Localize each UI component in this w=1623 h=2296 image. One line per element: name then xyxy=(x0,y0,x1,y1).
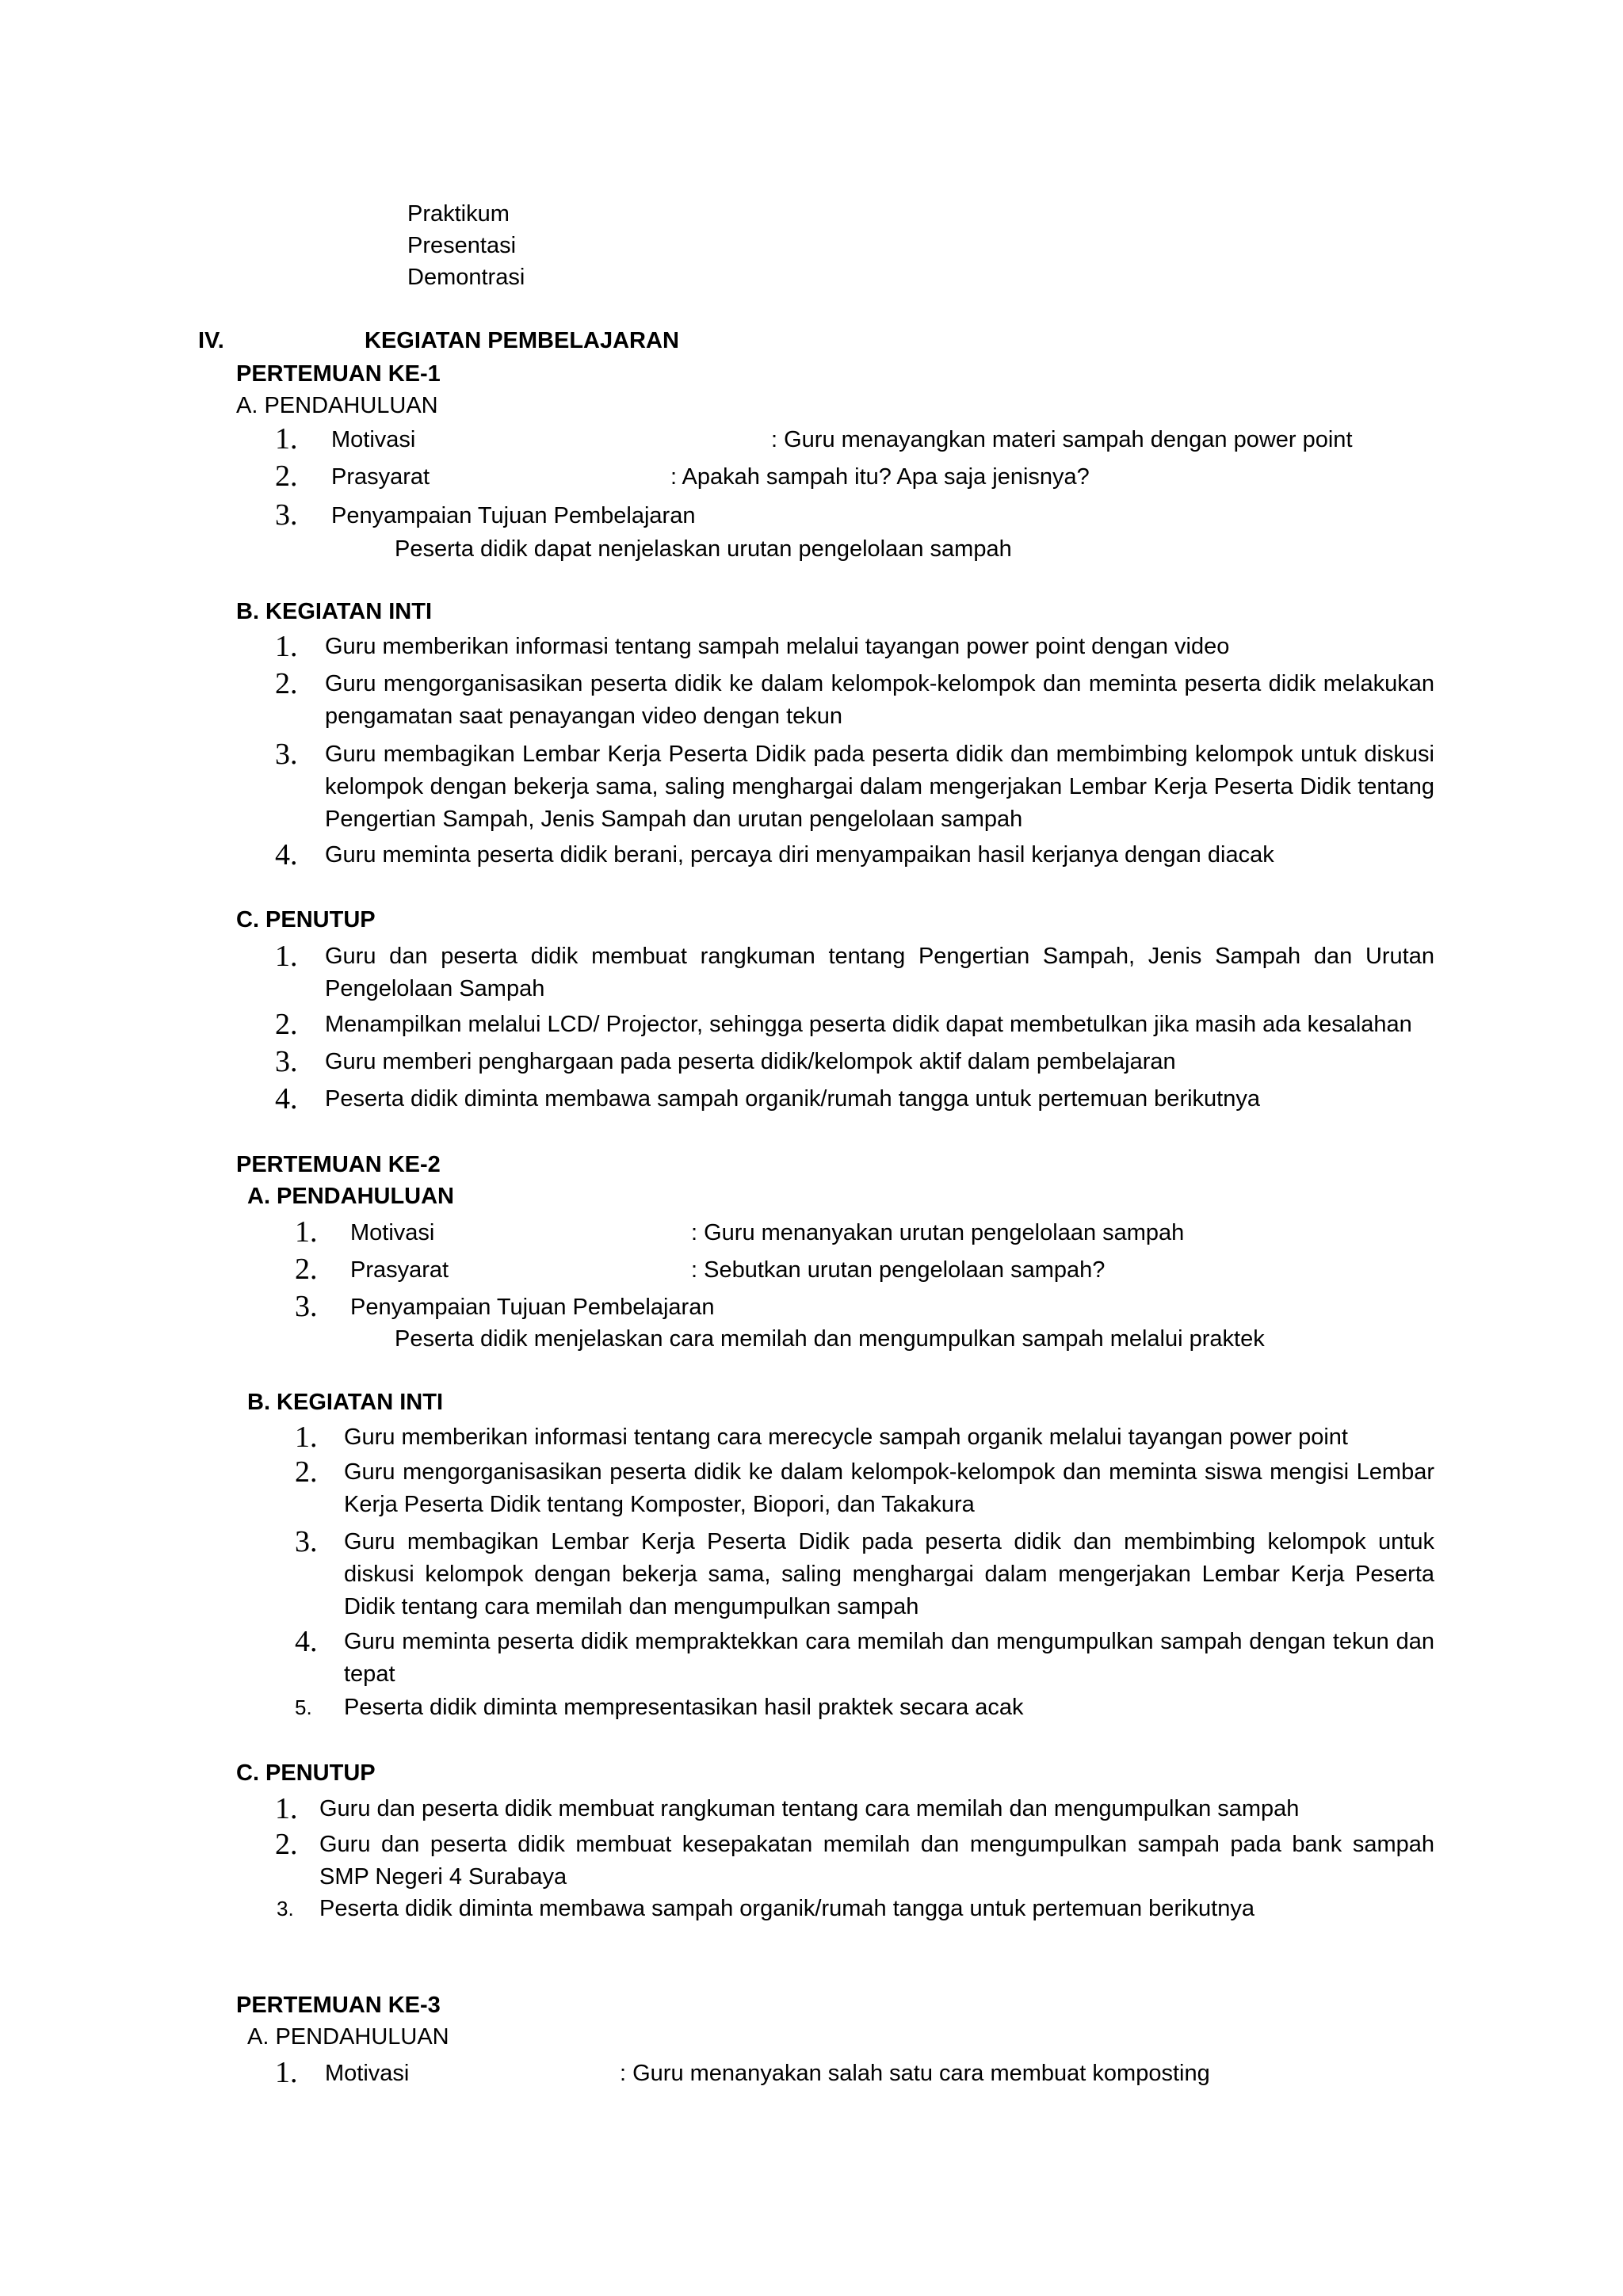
list-number: 1. xyxy=(295,1215,318,1249)
list-number: 3. xyxy=(277,1897,294,1920)
m2-inti-item: Guru membagikan Lembar Kerja Peserta Didik pada peserta didik dan membimbing kelompok untuk diskusi kelompok dengan bekerja sama, saling menghargai dalam mengerjakan Lembar Kerja Peserta Didik tentang cara memilah dan mengumpulkan sampah xyxy=(344,1529,1434,1619)
method-item: Presentasi xyxy=(407,233,517,258)
m2-penutup-item: Peserta didik diminta membawa sampah organik/rumah tangga untuk pertemuan berikutnya xyxy=(319,1896,1254,1921)
list-number: 1. xyxy=(275,940,298,973)
meeting-2-title: PERTEMUAN KE-2 xyxy=(236,1152,441,1177)
method-item: Demontrasi xyxy=(407,265,525,290)
m2-inti-item: Guru mengorganisasikan peserta didik ke dalam kelompok-kelompok dan meminta siswa mengisi Lembar Kerja Peserta Didik tentang Komposter, Biopori, dan Takakura xyxy=(344,1459,1434,1517)
m1-inti-item: Guru membagikan Lembar Kerja Peserta Didik pada peserta didik dan membimbing kelompok untuk diskusi kelompok dengan bekerja sama, saling menghargai dalam mengerjakan Lembar Kerja Peserta Didik tentang Pengertian Sampah, Jenis Sampah dan urutan pengelolaan sampah xyxy=(325,742,1434,832)
m1-prasyarat-label: Prasyarat xyxy=(331,464,430,490)
list-number: 2. xyxy=(275,460,298,493)
m1-inti-item: Guru meminta peserta didik berani, percaya diri menyampaikan hasil kerjanya dengan diacak xyxy=(325,842,1274,868)
m1-tujuan-label: Penyampaian Tujuan Pembelajaran xyxy=(331,503,696,528)
list-number: 2. xyxy=(275,1008,298,1041)
m2-penutup-heading: C. PENUTUP xyxy=(236,1760,376,1786)
list-number: 1. xyxy=(275,422,298,456)
m1-motivasi-value: : Guru menayangkan materi sampah dengan power point xyxy=(771,427,1353,452)
m2-tujuan-value: Peserta didik menjelaskan cara memilah dan mengumpulkan sampah melalui praktek xyxy=(395,1326,1265,1352)
m3-pendahuluan-heading: A. PENDAHULUAN xyxy=(247,2024,449,2050)
m2-prasyarat-value: : Sebutkan urutan pengelolaan sampah? xyxy=(691,1257,1106,1283)
list-number: 4. xyxy=(275,838,298,871)
m2-motivasi-value: : Guru menanyakan urutan pengelolaan sampah xyxy=(691,1220,1185,1245)
m2-pendahuluan-heading: A. PENDAHULUAN xyxy=(247,1184,454,1209)
list-number: 3. xyxy=(275,498,298,532)
m1-penutup-item: Menampilkan melalui LCD/ Projector, sehingga peserta didik dapat membetulkan jika masih ada kesalahan xyxy=(325,1012,1412,1037)
m1-tujuan-value: Peserta didik dapat nenjelaskan urutan pengelolaan sampah xyxy=(395,536,1012,562)
list-number: 2. xyxy=(275,1828,298,1861)
m1-inti-item: Guru memberikan informasi tentang sampah melalui tayangan power point dengan video xyxy=(325,634,1230,659)
m2-tujuan-label: Penyampaian Tujuan Pembelajaran xyxy=(350,1295,715,1320)
m3-motivasi-value: : Guru menanyakan salah satu cara membuat komposting xyxy=(620,2061,1210,2086)
m1-penutup-heading: C. PENUTUP xyxy=(236,907,376,933)
section-numeral: IV. xyxy=(198,328,224,353)
m1-kegiatan-inti-heading: B. KEGIATAN INTI xyxy=(236,599,433,624)
list-number: 2. xyxy=(295,1253,318,1286)
m1-pendahuluan-heading: A. PENDAHULUAN xyxy=(236,393,438,418)
m1-motivasi-label: Motivasi xyxy=(331,427,416,452)
list-number: 2. xyxy=(295,1455,318,1489)
list-number: 4. xyxy=(295,1625,318,1658)
m2-prasyarat-label: Prasyarat xyxy=(350,1257,449,1283)
list-number: 2. xyxy=(275,667,298,700)
list-number: 3. xyxy=(295,1525,318,1558)
m1-penutup-item: Peserta didik diminta membawa sampah organik/rumah tangga untuk pertemuan berikutnya xyxy=(325,1086,1260,1112)
m2-inti-item: Guru meminta peserta didik mempraktekkan cara memilah dan mengumpulkan sampah dengan tekun dan tepat xyxy=(344,1629,1434,1687)
method-item: Praktikum xyxy=(407,201,510,227)
list-number: 4. xyxy=(275,1082,298,1116)
list-number: 1. xyxy=(295,1421,318,1454)
list-number: 1. xyxy=(275,630,298,663)
m1-inti-item: Guru mengorganisasikan peserta didik ke dalam kelompok-kelompok dan meminta peserta didik melakukan pengamatan saat penayangan video dengan tekun xyxy=(325,671,1434,729)
m2-penutup-item: Guru dan peserta didik membuat rangkuman tentang cara memilah dan mengumpulkan sampah xyxy=(319,1796,1300,1821)
meeting-1-title: PERTEMUAN KE-1 xyxy=(236,361,441,387)
m2-inti-item: Guru memberikan informasi tentang cara merecycle sampah organik melalui tayangan power point xyxy=(344,1425,1348,1450)
list-number: 1. xyxy=(275,2056,298,2089)
list-number: 3. xyxy=(275,738,298,771)
m1-penutup-item: Guru dan peserta didik membuat rangkuman tentang Pengertian Sampah, Jenis Sampah dan Urutan Pengelolaan Sampah xyxy=(325,944,1434,1001)
section-title: KEGIATAN PEMBELAJARAN xyxy=(365,328,679,353)
m2-penutup-item: Guru dan peserta didik membuat kesepakatan memilah dan mengumpulkan sampah pada bank sampah SMP Negeri 4 Surabaya xyxy=(319,1832,1434,1890)
m2-inti-item: Peserta didik diminta mempresentasikan hasil praktek secara acak xyxy=(344,1695,1024,1720)
m1-penutup-item: Guru memberi penghargaan pada peserta didik/kelompok aktif dalam pembelajaran xyxy=(325,1049,1176,1074)
m1-prasyarat-value: : Apakah sampah itu? Apa saja jenisnya? xyxy=(670,464,1090,490)
m2-kegiatan-inti-heading: B. KEGIATAN INTI xyxy=(247,1390,444,1415)
m2-motivasi-label: Motivasi xyxy=(350,1220,435,1245)
list-number: 3. xyxy=(275,1045,298,1078)
list-number: 1. xyxy=(275,1792,298,1825)
list-number: 3. xyxy=(295,1290,318,1323)
m3-motivasi-label: Motivasi xyxy=(325,2061,410,2086)
meeting-3-title: PERTEMUAN KE-3 xyxy=(236,1993,441,2018)
list-number: 5. xyxy=(295,1695,312,1719)
